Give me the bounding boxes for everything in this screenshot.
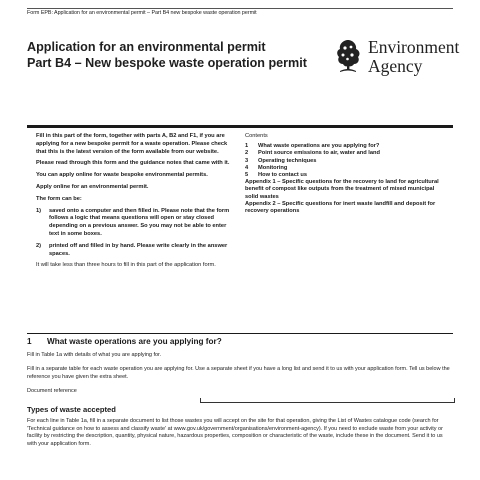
contents-item-number: 5	[245, 172, 249, 179]
intro-paragraph-3: You can apply online for waste bespoke environmental permits.	[36, 172, 208, 179]
intro-box	[27, 125, 453, 334]
types-of-waste-paragraph: For each line in Table 1a, fill in a separate document to list those wastes you will accept on the site for that operation, giving the List of Wastes catalogue code (search for 'Technical guidance on how to assess and classify waste' at www.gov.uk/government/organisations/environment-agency). If you need to exclude waste from your activity or facility by restricting the description, quantity, physical nature, hazardous properties, composition or characteristic of the waste, include these in the document. Send it to us with your application form.	[27, 418, 443, 447]
types-of-waste-heading: Types of waste accepted	[27, 405, 116, 414]
contents-appendix-2[interactable]: Appendix 2 – Specific questions for inert waste landfill and deposit for recovery operations	[245, 200, 436, 215]
form-option-text: saved onto a computer and then filled in. Please note that the form follows a logic that means questions will open or stay closed depending on a previous answer. So you may not be able to enter text in some boxes.	[49, 207, 230, 237]
section-1-heading	[27, 337, 222, 346]
contents-appendix-1[interactable]: Appendix 1 – Specific questions for the recovery to land for agricultural benefit of compost like outputs from the treatment of mixed municipal solid wastes	[245, 179, 439, 200]
document-reference-label: Document reference	[27, 388, 77, 394]
environment-agency-emblem-icon	[332, 36, 364, 76]
title-line-1: Application for an environmental permit	[27, 40, 266, 54]
intro-paragraph-1: Fill in this part of the form, together with parts A, B2 and F1, if you are applying for a new bespoke permit for a waste operation. Please check that this is the latest version of the form available from our website.	[36, 133, 228, 155]
form-option-1	[36, 208, 233, 239]
document-reference-field[interactable]	[200, 398, 455, 403]
form-option-2	[36, 243, 233, 259]
contents-item-number: 4	[245, 164, 249, 171]
environment-agency-logo	[332, 36, 460, 82]
section-1-paragraph-2: Fill in a separate table for each waste operation you are applying for. Use a separate sheet if you have a long list and send it to us with your application form. Tell us below the reference you have given the extra sheet.	[27, 366, 450, 380]
contents-item-label: Monitoring	[258, 164, 288, 171]
contents-item-label: How to contact us	[258, 172, 307, 179]
logo-line-2: Agency	[368, 56, 423, 76]
contents-item[interactable]	[245, 143, 445, 150]
form-option-number: 1)	[36, 207, 42, 214]
intro-paragraph-2: Please read through this form and the guidance notes that came with it.	[36, 160, 230, 167]
intro-paragraph-6: It will take less than three hours to fill in this part of the application form.	[36, 262, 216, 269]
contents-item[interactable]	[245, 165, 445, 172]
intro-instructions	[36, 133, 233, 274]
contents-item[interactable]	[245, 158, 445, 165]
contents-item-label: Operating techniques	[258, 157, 317, 164]
contents-item-label: What waste operations are you applying for?	[258, 143, 380, 150]
page-title	[27, 40, 307, 71]
intro-paragraph-5: The form can be:	[36, 195, 82, 202]
contents-item-label: Point source emissions to air, water and land	[258, 150, 380, 157]
form-option-text: printed off and filled in by hand. Please write clearly in the answer spaces.	[49, 242, 228, 257]
logo-wordmark	[368, 38, 459, 76]
form-option-number: 2)	[36, 242, 42, 249]
header-rule	[27, 8, 453, 9]
contents-item-number: 1	[245, 143, 249, 150]
contents-item[interactable]	[245, 150, 445, 157]
form-header-line: Form EPB: Application for an environmental permit – Part B4 new bespoke waste operation permit	[27, 10, 257, 16]
title-line-2: Part B4 – New bespoke waste operation permit	[27, 55, 307, 70]
contents-list	[245, 133, 445, 215]
apply-online-link[interactable]: Apply online for an environmental permit.	[36, 183, 149, 190]
section-title: What waste operations are you applying for?	[47, 337, 222, 346]
logo-line-1: Environment	[368, 37, 460, 57]
contents-item-number: 2	[245, 150, 249, 157]
contents-title: Contents	[245, 133, 268, 139]
contents-item-number: 3	[245, 157, 249, 164]
section-1-paragraph-1: Fill in Table 1a with details of what you are applying for.	[27, 352, 162, 358]
contents-item[interactable]	[245, 172, 445, 179]
section-number: 1	[27, 337, 32, 346]
